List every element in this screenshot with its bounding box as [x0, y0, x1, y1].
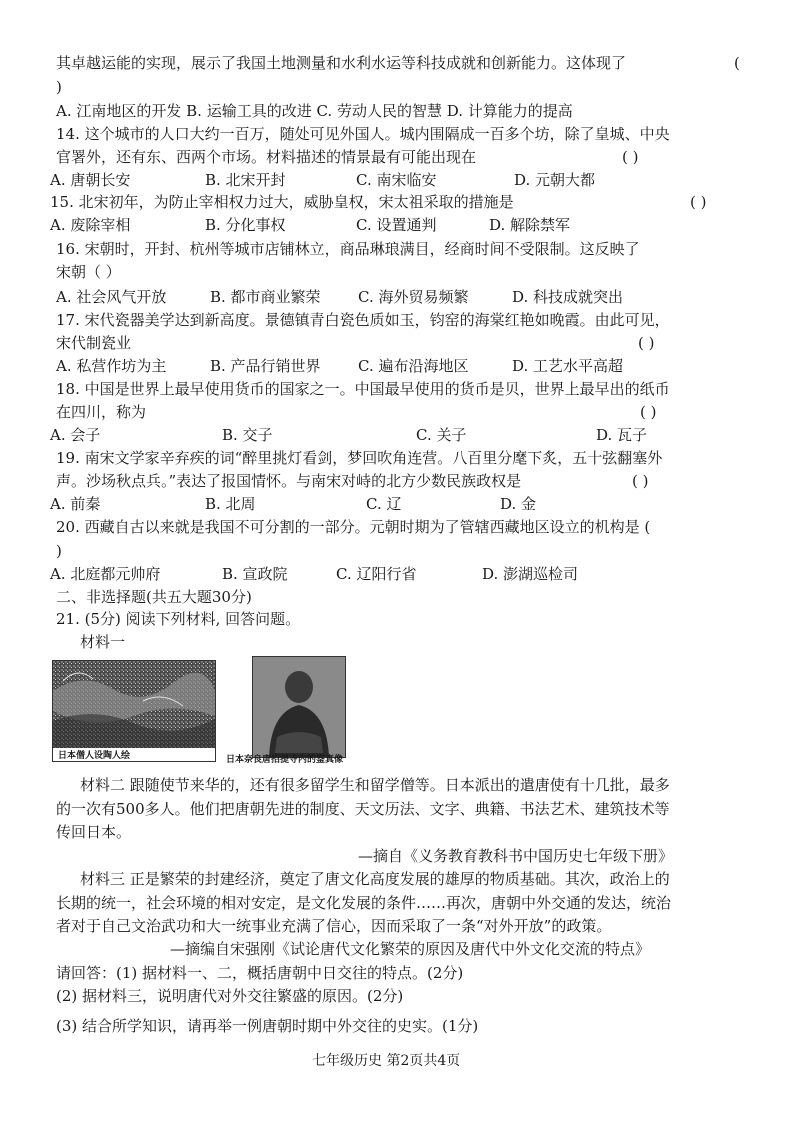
q16-stem-2: 宋朝（ ）	[56, 263, 121, 281]
q20-paren-close: )	[56, 542, 62, 560]
q20-stem-1: 20. 西藏自古以来就是我国不可分割的一部分。元朝时期为了管辖西藏地区设立的机构是 (	[56, 518, 651, 536]
q19-stem-2: 声。沙场秋点兵。”表达了报国情怀。与南宋对峙的北方少数民族政权是	[56, 472, 522, 490]
q20-option-c: C. 辽阳行省	[336, 565, 417, 583]
q19-stem-1: 19. 南宋文学家辛弃疾的词“醉里挑灯看剑，梦回吹角连营。八百里分麾下炙，五十弦翻塞外	[56, 449, 663, 467]
q18-stem-1: 18. 中国是世界上最早使用货币的国家之一。中国最早使用的货币是贝，世界上最早出的纸币	[56, 380, 670, 398]
landscape-painting-image	[52, 660, 216, 762]
q13-paren: (	[734, 54, 740, 72]
q15-option-c: C. 设置通判	[356, 216, 437, 234]
q19-option-d: D. 金	[500, 495, 537, 513]
material-3-source: —摘编自宋强刚《试论唐代文化繁荣的原因及唐代中外文化交流的特点》	[170, 940, 651, 958]
q14-option-c: C. 南宋临安	[356, 171, 437, 189]
q19-option-c: C. 辽	[366, 495, 402, 513]
material-1-label: 材料一	[80, 633, 126, 651]
q13-stem-cont: 其卓越运能的实现，展示了我国土地测量和水利水运等科技成就和创新能力。这体现了	[56, 54, 627, 72]
q18-option-b: B. 交子	[222, 426, 273, 444]
q16-option-a: A. 社会风气开放	[56, 288, 167, 306]
material-3-line-1: 材料三 正是繁荣的封建经济，奠定了唐文化高度发展的雄厚的物质基础。其次，政治上的	[80, 870, 670, 888]
q15-option-b: B. 分化事权	[205, 216, 286, 234]
material-2-source: —摘自《义务教育教科书中国历史七年级下册》	[358, 847, 674, 865]
q17-option-b: B. 产品行销世界	[210, 357, 321, 375]
q16-option-b: B. 都市商业繁荣	[210, 288, 321, 306]
q16-stem-1: 16. 宋朝时，开封、杭州等城市店铺林立，商品琳琅满目，经商时间不受限制。这反映了	[56, 240, 640, 258]
material-2-line-1: 材料二 跟随使节来华的，还有很多留学生和留学僧等。日本派出的遣唐使有十几批，最多	[80, 776, 670, 794]
q15-stem: 15. 北宋初年，为防止宰相权力过大，威胁皇权，宋太祖采取的措施是	[50, 193, 514, 211]
q14-paren: ( )	[622, 148, 639, 166]
material-2-line-2: 的一次有500多人。他们把唐朝先进的制度、天文历法、文字、典籍、书法艺术、建筑技术等	[56, 800, 670, 818]
q14-stem-1: 14. 这个城市的人口大约一百万，随处可见外国人。城内围隔成一百多个坊，除了皇城、中央	[56, 125, 670, 143]
q20-option-b: B. 宣政院	[222, 565, 288, 583]
q20-option-d: D. 澎湖巡检司	[482, 565, 579, 583]
q13-options: A. 江南地区的开发 B. 运输工具的改进 C. 劳动人民的智慧 D. 计算能力的提高	[56, 102, 573, 120]
q17-option-d: D. 工艺水平高超	[512, 357, 624, 375]
q19-option-b: B. 北周	[205, 495, 256, 513]
q15-option-a: A. 废除宰相	[50, 216, 131, 234]
q13-paren-close: )	[56, 78, 62, 96]
q18-paren: ( )	[640, 403, 657, 421]
q20-option-a: A. 北庭都元帅府	[50, 565, 161, 583]
q18-option-c: C. 关子	[416, 426, 467, 444]
page-footer: 七年级历史 第2页共4页	[312, 1053, 461, 1069]
q21-stem: 21. (5分) 阅读下列材料, 回答问题。	[56, 610, 301, 628]
q17-stem-1: 17. 宋代瓷器美学达到新高度。景德镇青白瓷色质如玉，钧窑的海棠红艳如晚霞。由此可见，	[56, 311, 670, 329]
q19-paren: ( )	[632, 472, 649, 490]
left-image-caption: 日本僧人设陶人绘	[58, 751, 131, 761]
q19-option-a: A. 前秦	[50, 495, 101, 513]
q17-option-a: A. 私营作坊为主	[56, 357, 167, 375]
q16-option-d: D. 科技成就突出	[512, 288, 624, 306]
right-image-caption: 日本奈良唐招提寺内的鉴真像	[226, 755, 344, 765]
q18-stem-2: 在四川，称为	[56, 403, 147, 421]
q14-option-a: A. 唐朝长安	[50, 171, 131, 189]
q17-stem-2: 宋代制瓷业	[56, 334, 132, 352]
q21-sub-1: 请回答：(1) 据材料一、二，概括唐朝中日交往的特点。(2分)	[56, 964, 464, 982]
q21-sub-2: (2) 据材料三，说明唐代对外交往繁盛的原因。(2分)	[56, 987, 404, 1005]
material-2-line-3: 传回日本。	[56, 823, 132, 841]
q16-option-c: C. 海外贸易频繁	[358, 288, 469, 306]
ganjin-statue-image	[252, 656, 346, 758]
section-heading: 二、非选择题(共五大题30分)	[56, 588, 252, 606]
q14-option-d: D. 元朝大都	[514, 171, 596, 189]
q15-paren: ( )	[690, 193, 707, 211]
q17-option-c: C. 遍布沿海地区	[358, 357, 469, 375]
q17-paren: ( )	[638, 334, 655, 352]
q21-sub-3: (3) 结合所学知识，请再举一例唐朝时期中外交往的史实。(1分)	[56, 1017, 479, 1035]
q14-option-b: B. 北宋开封	[205, 171, 286, 189]
material-3-line-3: 者对于自己文治武功和大一统事业充满了信心，因而采取了一条“对外开放”的政策。	[56, 917, 612, 935]
q15-option-d: D. 解除禁军	[489, 216, 571, 234]
q14-stem-2: 官署外，还有东、西两个市场。材料描述的情景最有可能出现在	[56, 148, 477, 166]
q18-option-a: A. 会子	[50, 426, 101, 444]
q18-option-d: D. 瓦子	[596, 426, 648, 444]
material-3-line-2: 长期的统一，社会环境的相对安定，是文化发展的条件……再次，唐朝中外交通的发达，统治	[56, 894, 672, 912]
